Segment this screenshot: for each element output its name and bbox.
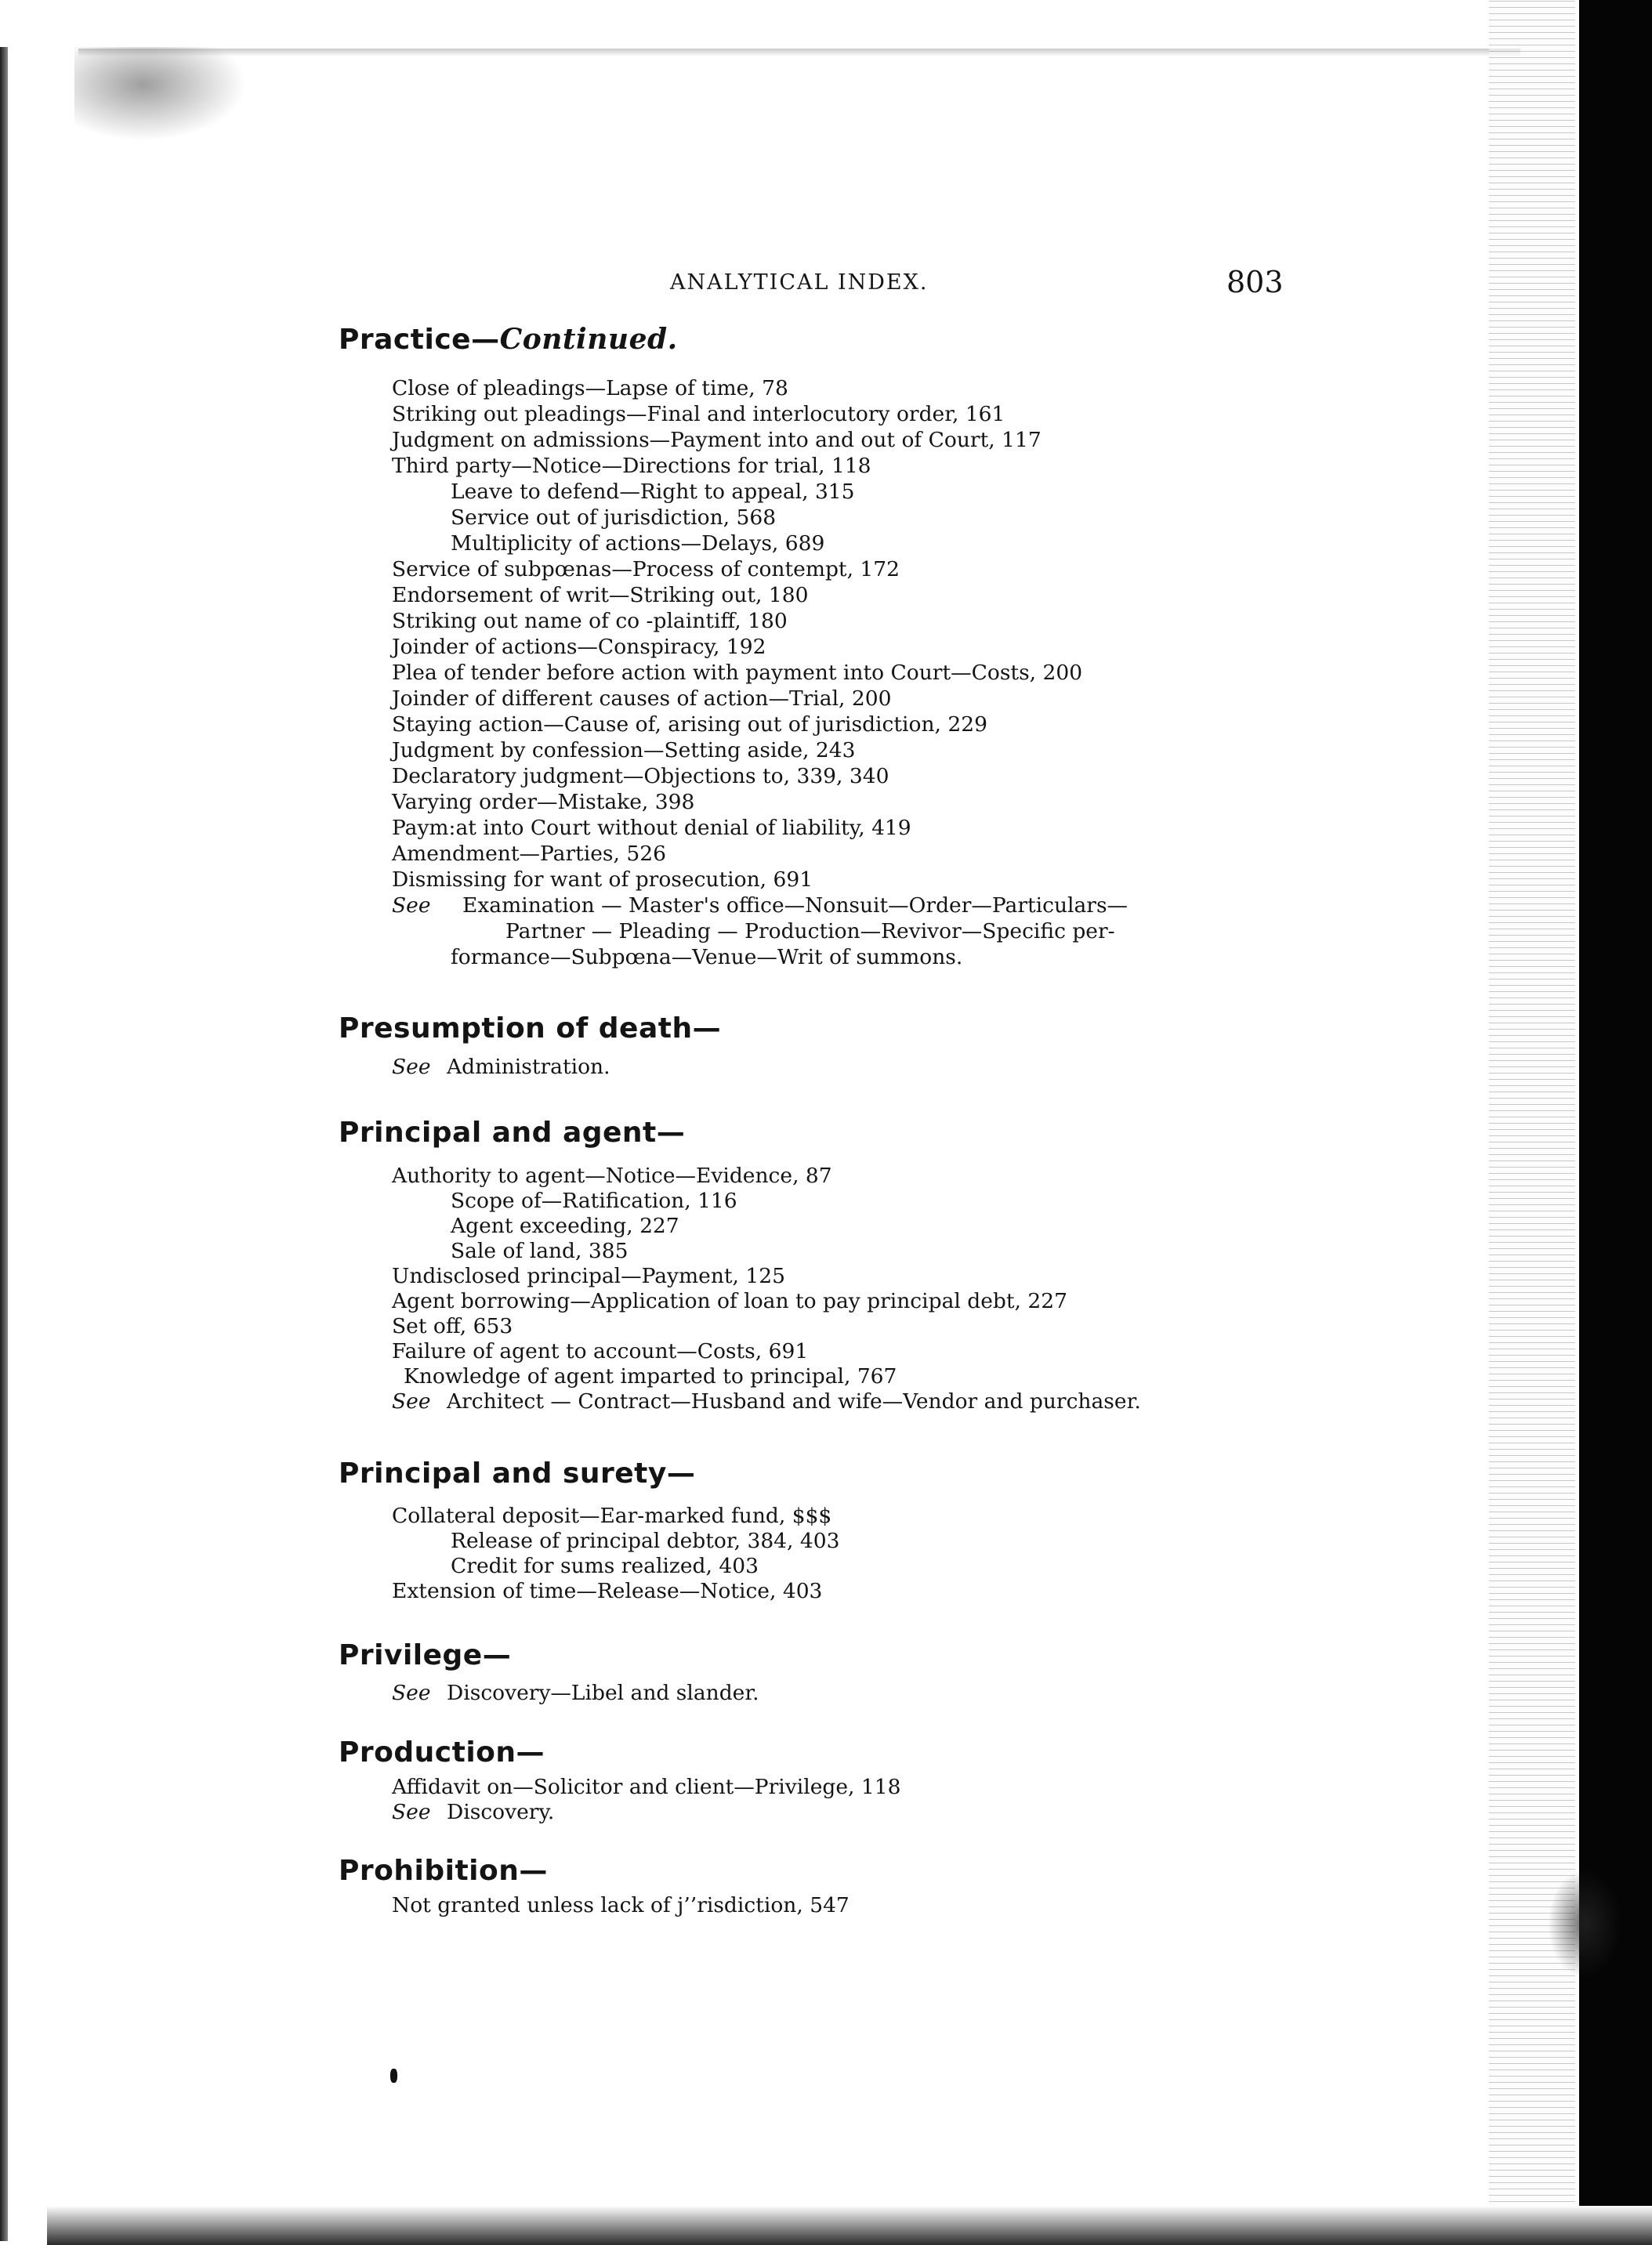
index-entry: Extension of time—Release—Notice, 403 [392,1579,823,1603]
see-reference: formance—Subpœna—Venue—Writ of summons. [451,945,963,969]
index-entry: Agent borrowing—Application of loan to pay principal debt, 227 [392,1289,1067,1313]
heading-text: Practice— [339,324,500,356]
index-entry: Joinder of actions—Conspiracy, 192 [392,635,766,659]
index-entry: Failure of agent to account—Costs, 691 [392,1339,809,1363]
index-entry: Joinder of different causes of action—Trial, 200 [392,686,892,711]
section-heading-production: Production— [339,1736,545,1769]
index-entry: Striking out name of co -plaintiff, 180 [392,609,788,633]
index-subentry: Leave to defend—Right to appeal, 315 [451,480,855,504]
index-subentry: Release of principal debtor, 384, 403 [451,1529,840,1553]
index-entry: Judgment by confession—Setting aside, 243 [392,738,856,762]
index-entry: Judgment on admissions—Payment into and out of Court, 117 [392,428,1042,452]
see-reference: Architect — Contract—Husband and wife—Vendor and purchaser. [447,1389,1141,1414]
index-entry: Plea of tender before action with payment into Court—Costs, 200 [392,661,1083,685]
see-label: See [392,1681,431,1705]
index-entry: Varying order—Mistake, 398 [392,790,695,814]
see-reference: Discovery. [447,1800,555,1824]
index-subentry: Service out of jurisdiction, 568 [451,505,777,530]
see-label: See [392,1389,431,1414]
index-entry: Close of pleadings—Lapse of time, 78 [392,376,788,400]
index-entry: Dismissing for want of prosecution, 691 [392,867,813,892]
index-entry: Endorsement of writ—Striking out, 180 [392,583,809,607]
index-entry: Staying action—Cause of, arising out of jurisdiction, 229 [392,712,987,737]
see-reference: Discovery—Libel and slander. [447,1681,759,1705]
see-label: See [392,893,431,918]
scan-top-shadow [78,49,1520,56]
index-entry: Not granted unless lack of j’’risdiction, 547 [392,1893,850,1917]
section-heading-privilege: Privilege— [339,1639,512,1671]
see-reference: Examination — Master's office—Nonsuit—Order—Particulars— [462,893,1129,918]
running-header: ANALYTICAL INDEX. [670,270,929,295]
index-entry: Undisclosed principal—Payment, 125 [392,1264,785,1288]
section-heading-practice [339,323,678,356]
see-reference: Administration. [447,1055,610,1079]
scan-left-edge [0,47,8,2241]
index-entry: Declaratory judgment—Objections to, 339, 340 [392,764,889,788]
index-subentry: Sale of land, 385 [451,1239,629,1263]
index-entry: Amendment—Parties, 526 [392,842,666,866]
section-heading-prohibition: Prohibition— [339,1855,548,1887]
index-subentry: Agent exceeding, 227 [451,1214,679,1238]
scan-top-margin [0,0,1652,49]
section-heading-principal-agent: Principal and agent— [339,1117,686,1149]
section-heading-principal-surety: Principal and surety— [339,1457,696,1490]
index-subentry: Credit for sums realized, 403 [451,1554,759,1578]
heading-continued: Continued. [499,323,678,356]
ink-spot [390,2069,397,2083]
see-reference: Partner — Pleading — Production—Revivor—Specific per- [505,919,1115,943]
index-entry: Paym:at into Court without denial of liability, 419 [392,816,911,840]
index-entry: Knowledge of agent imparted to principal, 767 [404,1364,897,1389]
index-subentry: Scope of—Ratification, 116 [451,1189,737,1213]
scan-smudge-right [1548,1869,1622,1979]
index-entry: Collateral deposit—Ear-marked fund, $$$ [392,1504,832,1528]
page-number: 803 [1226,265,1284,299]
scan-bottom-border [47,2206,1652,2245]
index-entry: Set off, 653 [392,1314,513,1338]
see-label: See [392,1055,431,1079]
index-entry: Service of subpœnas—Process of contempt, 172 [392,557,900,581]
index-subentry: Multiplicity of actions—Delays, 689 [451,531,825,556]
scan-smudge-top-left [74,47,247,141]
section-heading-presumption: Presumption of death— [339,1012,722,1045]
index-entry: Third party—Notice—Directions for trial, 118 [392,454,871,478]
see-label: See [392,1800,431,1824]
index-entry: Authority to agent—Notice—Evidence, 87 [392,1164,832,1188]
index-entry: Striking out pleadings—Final and interlocutory order, 161 [392,402,1005,426]
index-entry: Affidavit on—Solicitor and client—Privilege, 118 [392,1775,901,1799]
